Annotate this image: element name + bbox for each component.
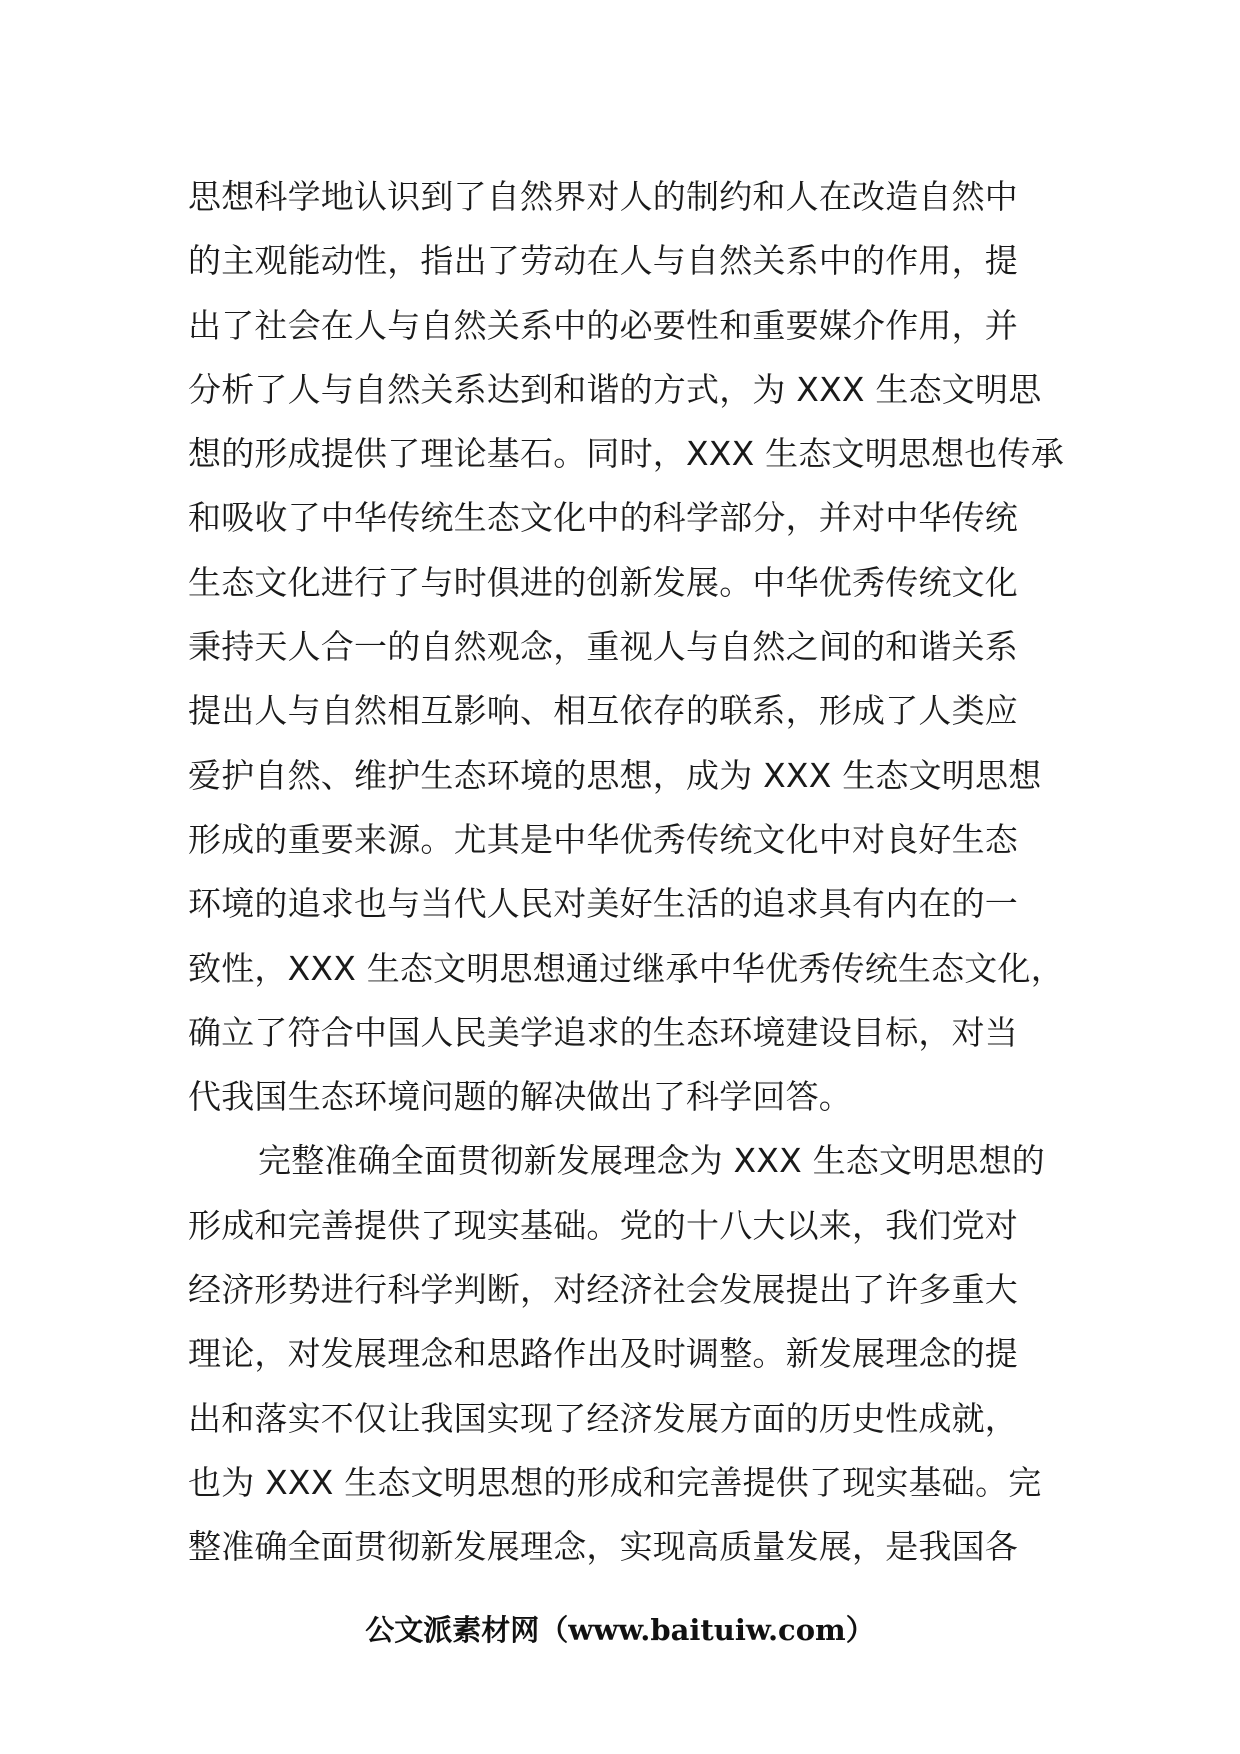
text-line: 确立了符合中国人民美学追求的生态环境建设目标，对当 [188,1012,1018,1052]
text-line: 提出人与自然相互影响、相互依存的联系，形成了人类应 [188,691,1018,731]
text-line: 和吸收了中华传统生态文化中的科学部分，并对中华传统 [188,498,1018,538]
text-line: 的主观能动性，指出了劳动在人与自然关系中的作用，提 [188,241,1018,281]
body-text [188,165,1064,1580]
text-line: 秉持天人合一的自然观念，重视人与自然之间的和谐关系 [188,627,1018,667]
page-footer: 公文派素材网（www.baituiw.com） [365,1613,875,1647]
text-line: 整准确全面贯彻新发展理念，实现高质量发展，是我国各 [188,1527,1018,1567]
text-line: 想的形成提供了理论基石。同时，XXX 生态文明思想也传承 [188,434,1064,474]
text-line: 也为 XXX 生态文明思想的形成和完善提供了现实基础。完 [188,1462,1042,1502]
text-line: 致性，XXX 生态文明思想通过继承中华优秀传统生态文化， [188,948,1064,988]
text-line: 爱护自然、维护生态环境的思想，成为 XXX 生态文明思想 [188,755,1042,795]
text-line: 形成和完善提供了现实基础。党的十八大以来，我们党对 [188,1205,1018,1245]
text-line: 环境的追求也与当代人民对美好生活的追求具有内在的一 [188,884,1018,924]
text-line: 理论，对发展理念和思路作出及时调整。新发展理念的提 [188,1334,1018,1374]
text-line: 分析了人与自然关系达到和谐的方式，为 XXX 生态文明思 [188,369,1042,409]
text-line: 生态文化进行了与时俱进的创新发展。中华优秀传统文化 [188,562,1018,602]
text-line: 思想科学地认识到了自然界对人的制约和人在改造自然中 [188,177,1018,216]
text-line: 出了社会在人与自然关系中的必要性和重要媒介作用，并 [188,305,1018,345]
paragraph-first-line: 完整准确全面贯彻新发展理念为 XXX 生态文明思想的 [258,1141,1046,1181]
text-line: 经济形势进行科学判断，对经济社会发展提出了许多重大 [188,1270,1018,1310]
text-line: 出和落实不仅让我国实现了经济发展方面的历史性成就， [188,1398,1018,1438]
text-line: 形成的重要来源。尤其是中华优秀传统文化中对良好生态 [188,819,1018,859]
text-line: 代我国生态环境问题的解决做出了科学回答。 [188,1077,852,1117]
